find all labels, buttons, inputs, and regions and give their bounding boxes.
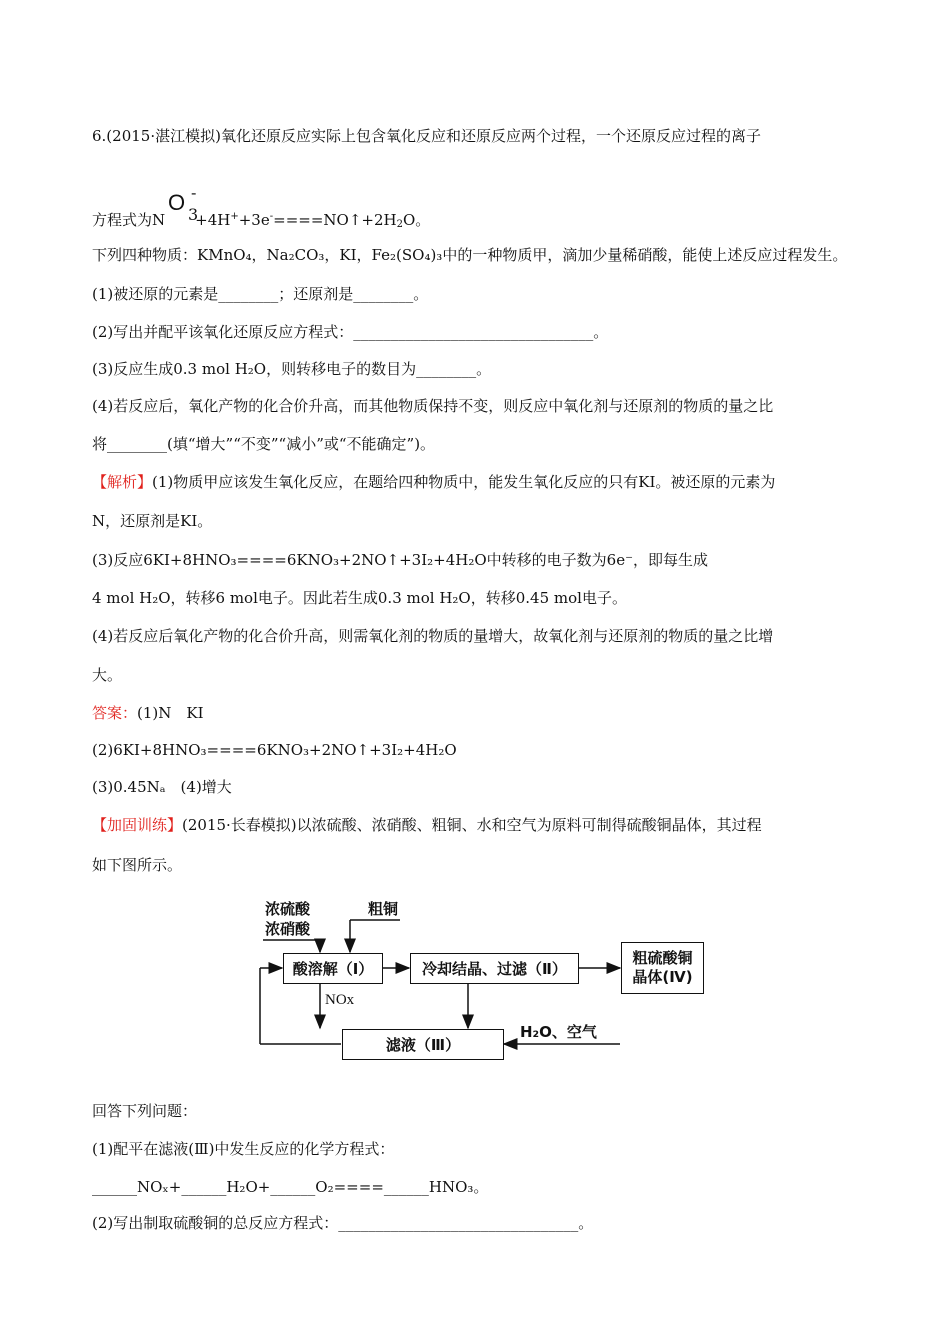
flow-step2: 冷却结晶、过滤（Ⅱ） <box>410 953 579 984</box>
answer-line3: (3)0.45Nₐ (4)增大 <box>92 778 232 796</box>
flow-step1: 酸溶解（Ⅰ） <box>283 953 383 984</box>
practice-r1: (1)配平在滤液(Ⅲ)中发生反应的化学方程式： <box>92 1140 395 1158</box>
practice-tag: 【加固训练】 <box>92 816 183 834</box>
q6-line3: 下列四种物质：KMnO₄，Na₂CO₃，KI，Fe₂(SO₄)₃中的一种物质甲，滴加少量稀硝酸，能使上述反应过程发生。 <box>92 246 848 264</box>
analysis-line4: 4 mol H₂O，转移6 mol电子。因此若生成0.3 mol H₂O，转移0.45 mol电子。 <box>92 589 627 607</box>
q6-part1: (1)被还原的元素是________；还原剂是________。 <box>92 285 429 303</box>
answer-line2: (2)6KI+8HNO₃====6KNO₃+2NO↑+3I₂+4H₂O <box>92 741 457 759</box>
flow-filtrate: 滤液（Ⅲ） <box>342 1029 504 1060</box>
practice-r2: (2)写出制取硫酸铜的总反应方程式：________________________________。 <box>92 1214 594 1232</box>
practice-line2: 如下图所示。 <box>92 856 183 874</box>
q6-equation: 方程式为$N +4H^++3e^-====NO↑+2H_2O$。 <box>92 211 431 230</box>
flow-copper: 粗铜 <box>368 900 399 918</box>
practice-ask: 回答下列问题： <box>92 1102 198 1120</box>
flow-product: 粗硫酸铜 晶体(Ⅳ) <box>621 942 704 994</box>
q6-part2: (2)写出并配平该氧化还原反应方程式：________________________________。 <box>92 323 609 341</box>
analysis-tag: 【解析】 <box>92 473 153 491</box>
answer-line1: 答案：(1)N KI <box>92 704 204 722</box>
analysis-line3: (3)反应6KI+8HNO₃====6KNO₃+2NO↑+3I₂+4H₂O中转移的电子数为6e⁻，即每生成 <box>92 551 709 569</box>
q6-part4b: 将________(填“增大”“不变”“减小”或“不能确定”)。 <box>92 435 436 453</box>
analysis-line1: 【解析】(1)物质甲应该发生氧化反应，在题给四种物质中，能发生氧化反应的只有KI。被还原的元素为 <box>92 473 776 491</box>
flow-nox: NOx <box>325 992 355 1008</box>
analysis-line6: 大。 <box>92 666 123 684</box>
q6-part4a: (4)若反应后，氧化产物的化合价升高，而其他物质保持不变，则反应中氧化剂与还原剂的物质的量之比 <box>92 397 774 415</box>
practice-r1-equation: ______NOₓ+______H₂O+______O₂====______HNO₃。 <box>92 1178 489 1196</box>
flow-air: H₂O、空气 <box>520 1023 597 1041</box>
q6-line1: 6.(2015·湛江模拟)氧化还原反应实际上包含氧化反应和还原反应两个过程，一个还原反应过程的离子 <box>92 127 761 145</box>
answer-tag: 答案： <box>92 704 138 722</box>
practice-line1: 【加固训练】(2015·长春模拟)以浓硫酸、浓硝酸、粗铜、水和空气为原料可制得硫酸铜晶体，其过程 <box>92 816 762 834</box>
q6-part3: (3)反应生成0.3 mol H₂O，则转移电子的数目为________。 <box>92 360 492 378</box>
flow-acid2: 浓硝酸 <box>265 920 311 938</box>
nitrate-o: O <box>168 190 186 215</box>
analysis-line5: (4)若反应后氧化产物的化合价升高，则需氧化剂的物质的量增大，故氧化剂与还原剂的物质的量之比增 <box>92 627 774 645</box>
nitrate-sup: - <box>191 183 197 202</box>
flow-acid1: 浓硫酸 <box>265 900 311 918</box>
nitrate-sub: 3 <box>188 205 199 224</box>
analysis-line2: N，还原剂是KI。 <box>92 512 213 530</box>
